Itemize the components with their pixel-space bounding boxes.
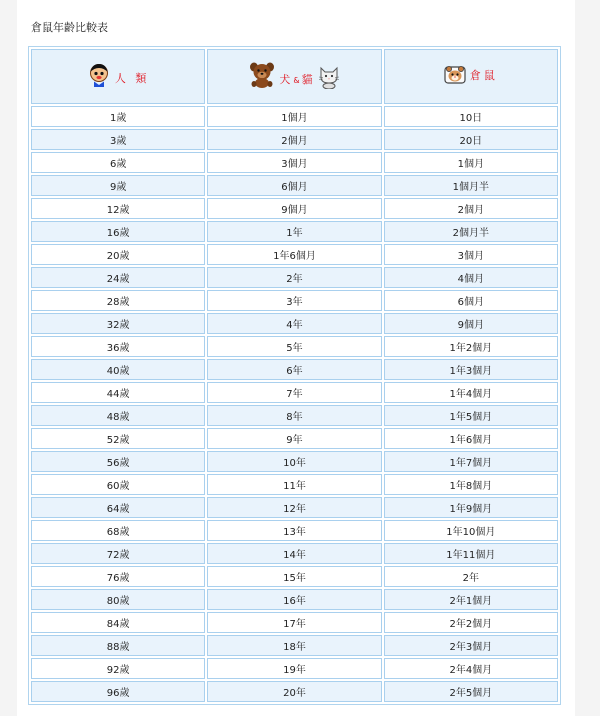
header-dog-cat-label: [279, 71, 313, 87]
table-row: [31, 129, 558, 150]
table-row: [31, 382, 558, 403]
table-row: [31, 313, 558, 334]
dog-icon: [249, 61, 275, 89]
hamster-age-cell: 1年8個月: [384, 474, 558, 495]
human-age-cell: 68歲: [31, 520, 205, 541]
cat-icon: [318, 65, 340, 89]
table-row: [31, 221, 558, 242]
page-content: [17, 0, 575, 716]
table-row: [31, 635, 558, 656]
table-row: [31, 267, 558, 288]
human-age-cell: 76歲: [31, 566, 205, 587]
hamster-age-cell: 1年3個月: [384, 359, 558, 380]
dog-cat-age-cell: 5年: [207, 336, 381, 357]
dog-cat-age-cell: 13年: [207, 520, 381, 541]
table-row: [31, 474, 558, 495]
human-age-cell: 3歲: [31, 129, 205, 150]
human-age-cell: 20歲: [31, 244, 205, 265]
human-age-cell: 44歲: [31, 382, 205, 403]
table-row: [31, 681, 558, 702]
human-age-cell: 28歲: [31, 290, 205, 311]
hamster-age-cell: 3個月: [384, 244, 558, 265]
human-age-cell: 16歲: [31, 221, 205, 242]
hamster-age-cell: 2個月: [384, 198, 558, 219]
table-row: [31, 543, 558, 564]
human-age-cell: 1歲: [31, 106, 205, 127]
dog-cat-age-cell: 1個月: [207, 106, 381, 127]
dog-cat-age-cell: 4年: [207, 313, 381, 334]
header-hamster-label: 倉鼠: [469, 68, 498, 82]
human-age-cell: 72歲: [31, 543, 205, 564]
human-age-cell: 36歲: [31, 336, 205, 357]
table-row: [31, 658, 558, 679]
table-row: [31, 589, 558, 610]
header-ampersand: &: [293, 75, 300, 85]
header-hamster: [384, 49, 558, 104]
dog-cat-age-cell: 16年: [207, 589, 381, 610]
dog-cat-age-cell: 9個月: [207, 198, 381, 219]
hamster-age-cell: 2年1個月: [384, 589, 558, 610]
table-row: [31, 152, 558, 173]
hamster-age-cell: 4個月: [384, 267, 558, 288]
table-row: [31, 336, 558, 357]
table-row: [31, 106, 558, 127]
human-age-cell: 60歲: [31, 474, 205, 495]
table-header-row: [31, 49, 558, 104]
dog-cat-age-cell: 1年6個月: [207, 244, 381, 265]
hamster-age-cell: 2年5個月: [384, 681, 558, 702]
hamster-age-cell: 2個月半: [384, 221, 558, 242]
dog-cat-age-cell: 11年: [207, 474, 381, 495]
header-dog-label: 犬: [279, 72, 292, 86]
dog-cat-age-cell: 6個月: [207, 175, 381, 196]
dog-cat-age-cell: 6年: [207, 359, 381, 380]
header-human-label: 人 類: [114, 71, 150, 85]
human-age-cell: 64歲: [31, 497, 205, 518]
dog-cat-age-cell: 14年: [207, 543, 381, 564]
hamster-age-cell: 20日: [384, 129, 558, 150]
header-cat-label: 貓: [301, 72, 314, 86]
dog-cat-age-cell: 9年: [207, 428, 381, 449]
table-row: [31, 359, 558, 380]
dog-cat-age-cell: 1年: [207, 221, 381, 242]
human-age-cell: 80歲: [31, 589, 205, 610]
human-age-cell: 48歲: [31, 405, 205, 426]
dog-cat-age-cell: 3年: [207, 290, 381, 311]
table-row: [31, 175, 558, 196]
human-age-cell: 32歲: [31, 313, 205, 334]
dog-cat-age-cell: 18年: [207, 635, 381, 656]
dog-cat-age-cell: 2年: [207, 267, 381, 288]
human-icon: [87, 62, 111, 88]
human-age-cell: 92歲: [31, 658, 205, 679]
table-body: [31, 106, 558, 702]
human-age-cell: 52歲: [31, 428, 205, 449]
table-row: [31, 244, 558, 265]
table-row: [31, 497, 558, 518]
hamster-age-cell: 2年: [384, 566, 558, 587]
hamster-age-cell: 1年4個月: [384, 382, 558, 403]
dog-cat-age-cell: 15年: [207, 566, 381, 587]
hamster-age-cell: 9個月: [384, 313, 558, 334]
table-row: [31, 451, 558, 472]
age-comparison-table: [28, 46, 561, 705]
hamster-age-cell: 2年2個月: [384, 612, 558, 633]
hamster-age-cell: 2年4個月: [384, 658, 558, 679]
hamster-age-cell: 2年3個月: [384, 635, 558, 656]
hamster-age-cell: 1年5個月: [384, 405, 558, 426]
table-row: [31, 290, 558, 311]
hamster-age-cell: 1個月半: [384, 175, 558, 196]
dog-cat-age-cell: 3個月: [207, 152, 381, 173]
dog-cat-age-cell: 2個月: [207, 129, 381, 150]
table-row: [31, 566, 558, 587]
human-age-cell: 40歲: [31, 359, 205, 380]
dog-cat-age-cell: 17年: [207, 612, 381, 633]
hamster-age-cell: 1年6個月: [384, 428, 558, 449]
hamster-age-cell: 1年11個月: [384, 543, 558, 564]
page-title: 倉鼠年齡比較表: [31, 21, 108, 34]
human-age-cell: 12歲: [31, 198, 205, 219]
hamster-age-cell: 1年2個月: [384, 336, 558, 357]
hamster-age-cell: 10日: [384, 106, 558, 127]
hamster-age-cell: 1年7個月: [384, 451, 558, 472]
dog-cat-age-cell: 19年: [207, 658, 381, 679]
header-human: [31, 49, 205, 104]
human-age-cell: 56歲: [31, 451, 205, 472]
dog-cat-age-cell: 10年: [207, 451, 381, 472]
table-row: [31, 612, 558, 633]
human-age-cell: 6歲: [31, 152, 205, 173]
dog-cat-age-cell: 8年: [207, 405, 381, 426]
table-row: [31, 405, 558, 426]
hamster-age-cell: 1個月: [384, 152, 558, 173]
hamster-age-cell: 1年9個月: [384, 497, 558, 518]
dog-cat-age-cell: 20年: [207, 681, 381, 702]
human-age-cell: 88歲: [31, 635, 205, 656]
human-age-cell: 84歲: [31, 612, 205, 633]
table-row: [31, 428, 558, 449]
hamster-age-cell: 6個月: [384, 290, 558, 311]
hamster-icon: [444, 65, 466, 85]
human-age-cell: 9歲: [31, 175, 205, 196]
dog-cat-age-cell: 7年: [207, 382, 381, 403]
table-row: [31, 198, 558, 219]
hamster-age-cell: 1年10個月: [384, 520, 558, 541]
human-age-cell: 96歲: [31, 681, 205, 702]
dog-cat-age-cell: 12年: [207, 497, 381, 518]
header-dog-cat: [207, 49, 381, 104]
table-row: [31, 520, 558, 541]
human-age-cell: 24歲: [31, 267, 205, 288]
